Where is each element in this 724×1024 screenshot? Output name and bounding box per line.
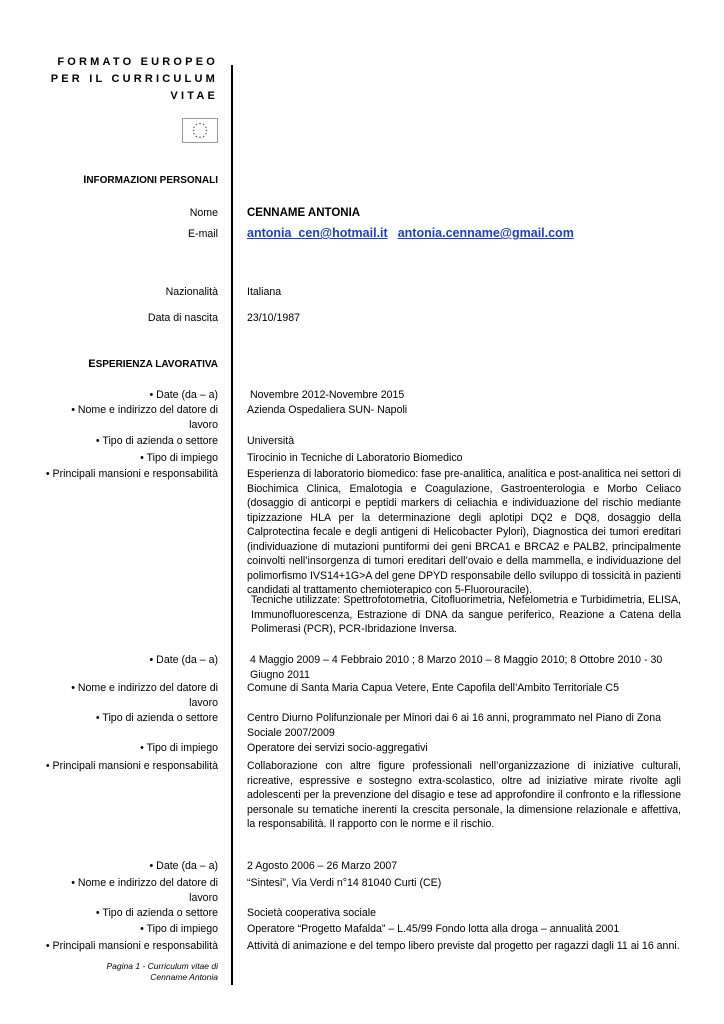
job-duties: Attività di animazione e del tempo libero previste dal progetto per ragazzi dagli 11 ai 16 anni.: [247, 940, 680, 952]
email-link-1[interactable]: antonia_cen@hotmail.it: [247, 226, 388, 240]
type-label: • Tipo di azienda o settore: [95, 712, 218, 724]
job-label: • Tipo di impiego: [140, 923, 218, 935]
job-date: 2 Agosto 2006 – 26 Marzo 2007: [247, 860, 398, 872]
job-employer: “Sintesi”, Via Verdi n°14 81040 Curti (CE): [247, 877, 442, 889]
section-personal-info: INFORMAZIONI PERSONALI: [83, 174, 218, 186]
job-type: Università: [247, 435, 295, 447]
job-title: Operatore “Progetto Mafalda” – L.45/99 Fondo lotta alla droga – annualità 2001: [247, 923, 620, 935]
date-label: • Date (da – a): [149, 860, 218, 872]
job-type: Società cooperativa sociale: [247, 907, 376, 919]
job-date: 4 Maggio 2009 – 4 Febbraio 2010 ; 8 Marzo 2010 – 8 Maggio 2010; 8 Ottobre 2010 - 30 Giugno 2011: [250, 654, 663, 681]
name-label: Nome: [189, 207, 218, 219]
employer-label: • Nome e indirizzo del datore di lavoro: [71, 682, 218, 709]
section-work-experience: ESPERIENZA LAVORATIVA: [88, 358, 218, 370]
job-label: • Tipo di impiego: [140, 742, 218, 754]
duties-label: • Principali mansioni e responsabilità: [45, 940, 218, 952]
job-label: • Tipo di impiego: [140, 452, 218, 464]
footer-line-2: Cenname Antonia: [150, 972, 218, 982]
title-line-3: VITAE: [170, 90, 218, 102]
nationality-label: Nazionalità: [165, 286, 218, 298]
job-employer: Azienda Ospedaliera SUN- Napoli: [247, 404, 408, 416]
job-duties: Esperienza di laboratorio biomedico: fase pre-analitica, analitica e post-analitica nei settori di Biochimica Clinica, Emalotogia e Coagulazione, Gastroenterologia e Morbo Celiaco (dosaggio di anticorpi e peptidi markers di celiachia e individuazione del rischio mediante tipizzazione HLA per la determinazione degli aplotipi DQ2 e DQ8, dosaggio della Calprotectina fecale e degli antigeni di Helicobacter Pylori), Diagnostica dei tumori ereditari (individuazione di mutazioni puntiformi dei geni BRCA1 e BRCA2 e PALB2, principalmente coinvolti nell’insorgenza di tumori ereditari dell’ovaio e della mammella, e individuazione del polimorfismo IVS14+1G>A del gene DPYD responsabile dello sviluppo di tossicità in pazienti candidati al trattamento chemioterapico con 5-Fluorouracile).: [247, 468, 681, 596]
job-duties: Collaborazione con altre figure professionali nell’organizzazione di iniziative culturali, ricreative, espressive e sostegno extra-scolastico, oltre ad iniziative mirate rivolte agli adolescenti per la prevenzione del disagio e tese ad approfondire il confronto e la riflessione personale su tematiche inerenti la crescita personale, la dimensione relazionale e affettiva, la responsabilità. Il rapporto con le norme e il rischio.: [247, 760, 681, 830]
email-link-2[interactable]: antonia.cenname@gmail.com: [397, 226, 574, 240]
footer-line-1: Pagina 1 - Curriculum vitae di: [106, 961, 218, 971]
footer: [107, 961, 219, 983]
birth-label: Data di nascita: [147, 312, 218, 324]
job-title: Operatore dei servizi socio-aggregativi: [247, 742, 428, 754]
birth-value: 23/10/1987: [247, 312, 301, 324]
duties-label: • Principali mansioni e responsabilità: [45, 760, 218, 772]
eu-flag-icon: [182, 118, 218, 143]
nationality-value: Italiana: [247, 286, 282, 298]
title-line-1: FORMATO EUROPEO: [57, 56, 218, 68]
type-label: • Tipo di azienda o settore: [95, 435, 218, 447]
date-label: • Date (da – a): [149, 654, 218, 666]
date-label: • Date (da – a): [149, 389, 218, 401]
type-label: • Tipo di azienda o settore: [95, 907, 218, 919]
duties-label: • Principali mansioni e responsabilità: [45, 468, 218, 480]
divider-line: [231, 65, 233, 985]
job-techniques: Tecniche utilizzate: Spettrofotometria, Citofluorimetria, Nefelometria e Turbidimetria, ELISA, Immunofluorescenza, Estrazione di DNA da sangue periferico, Reazione a Catena della Polimerasi (PCR), PCR-Ibridazione Inversa.: [251, 594, 681, 635]
email-label: E-mail: [187, 228, 218, 240]
employer-label: • Nome e indirizzo del datore di lavoro: [71, 404, 218, 431]
job-employer: Comune di Santa Maria Capua Vetere, Ente Capofila dell’Ambito Territoriale C5: [247, 682, 619, 694]
job-type: Centro Diurno Polifunzionale per Minori dai 6 ai 16 anni, programmato nel Piano di Zona Sociale 2007/2009: [247, 712, 661, 739]
employer-label: • Nome e indirizzo del datore di lavoro: [71, 877, 218, 904]
name-value: CENNAME ANTONIA: [247, 207, 361, 219]
job-date: Novembre 2012-Novembre 2015: [250, 389, 405, 401]
title-line-2: PER IL CURRICULUM: [50, 73, 218, 85]
job-title: Tirocinio in Tecniche di Laboratorio Biomedico: [247, 452, 463, 464]
